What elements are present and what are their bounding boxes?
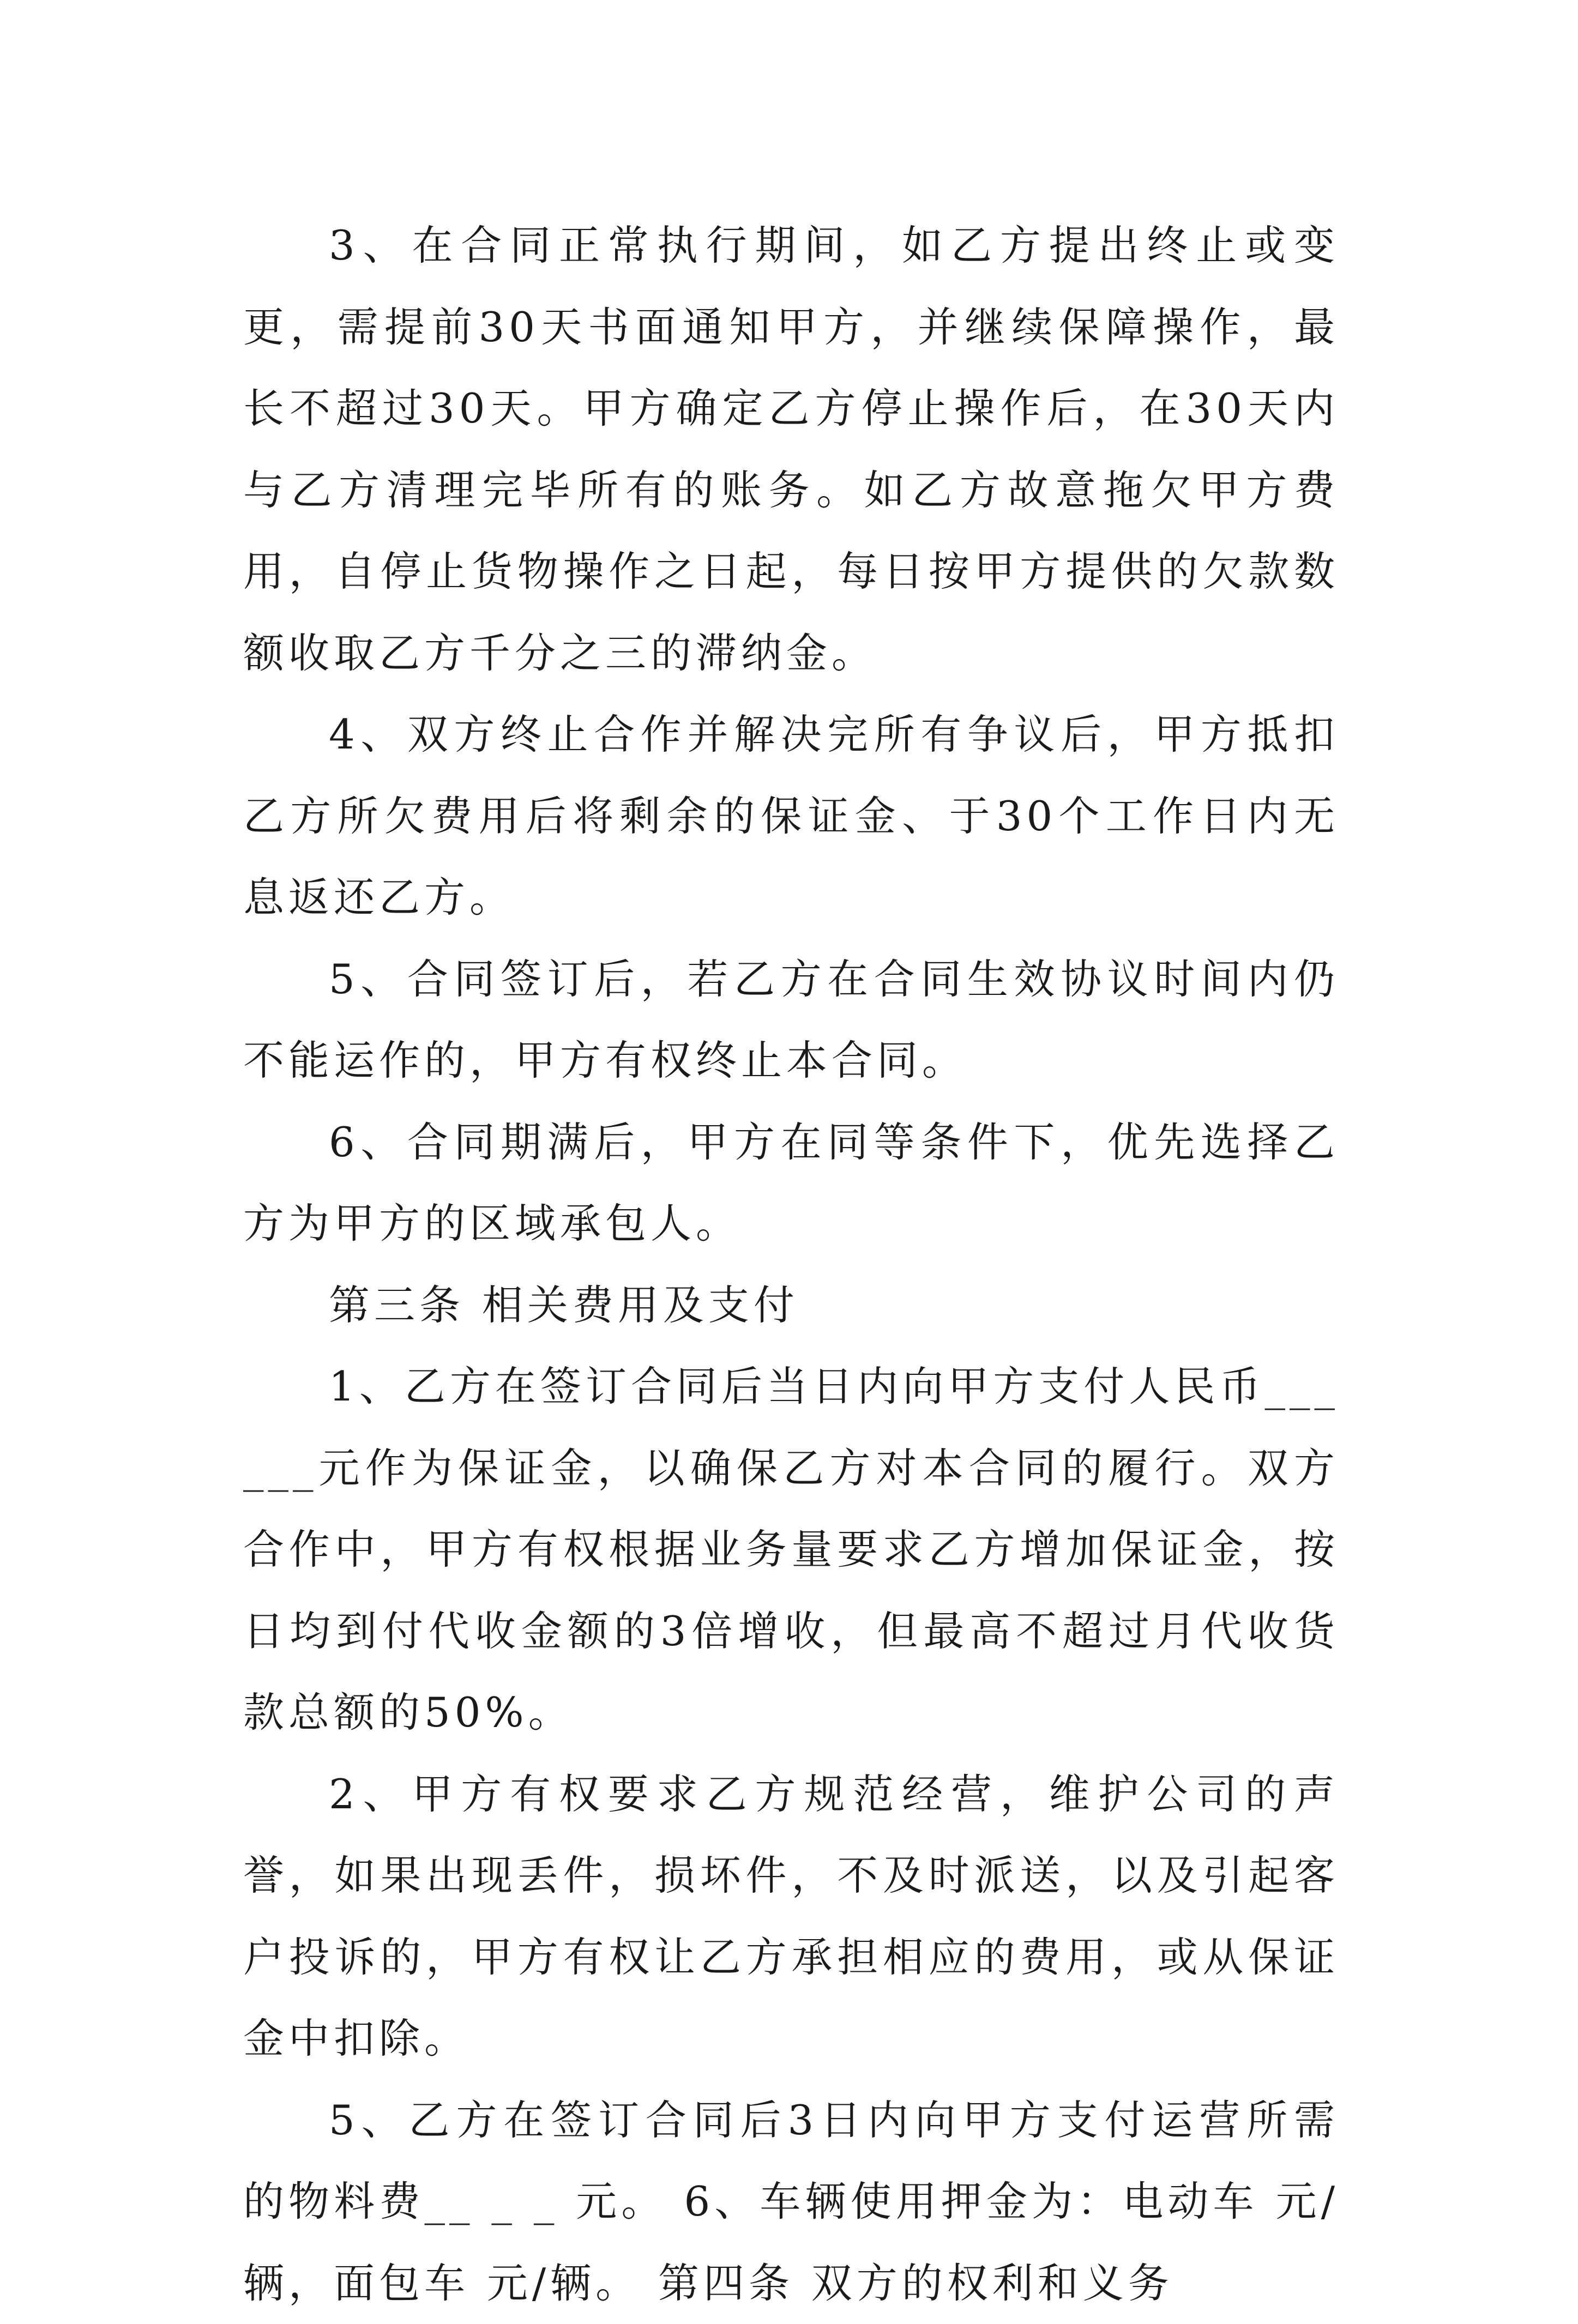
paragraph-clause-5: 5、合同签订后，若乙方在合同生效协议时间内仍不能运作的，甲方有权终止本合同。 <box>243 939 1339 1102</box>
paragraph-fee-2: 2、甲方有权要求乙方规范经营，维护公司的声誉，如果出现丢件，损坏件，不及时派送，以及引起客户投诉的，甲方有权让乙方承担相应的费用，或从保证金中扣除。 <box>243 1754 1339 2080</box>
paragraph-fee-1: 1、乙方在签订合同后当日内向甲方支付人民币______元作为保证金，以确保乙方对本合同的履行。双方合作中，甲方有权根据业务量要求乙方增加保证金，按日均到付代收金额的3倍增收，但最高不超过月代收货款总额的50%。 <box>243 1346 1339 1754</box>
paragraph-clause-3: 3、在合同正常执行期间，如乙方提出终止或变更，需提前30天书面通知甲方，并继续保障操作，最长不超过30天。甲方确定乙方停止操作后，在30天内与乙方清理完毕所有的账务。如乙方故意拖欠甲方费用，自停止货物操作之日起，每日按甲方提供的欠款数额收取乙方千分之三的滞纳金。 <box>243 205 1339 694</box>
document-body <box>243 205 1339 2324</box>
paragraph-fee-5: 5、乙方在签订合同后3日内向甲方支付运营所需的物料费__ _ _ 元。 6、车辆使用押金为：电动车 元/辆，面包车 元/辆。 第四条 双方的权利和义务 <box>243 2080 1339 2324</box>
paragraph-clause-6: 6、合同期满后，甲方在同等条件下，优先选择乙方为甲方的区域承包人。 <box>243 1102 1339 1265</box>
paragraph-clause-4: 4、双方终止合作并解决完所有争议后，甲方抵扣乙方所欠费用后将剩余的保证金、于30个工作日内无息返还乙方。 <box>243 694 1339 939</box>
section-heading-article-3: 第三条 相关费用及支付 <box>243 1265 1339 1347</box>
